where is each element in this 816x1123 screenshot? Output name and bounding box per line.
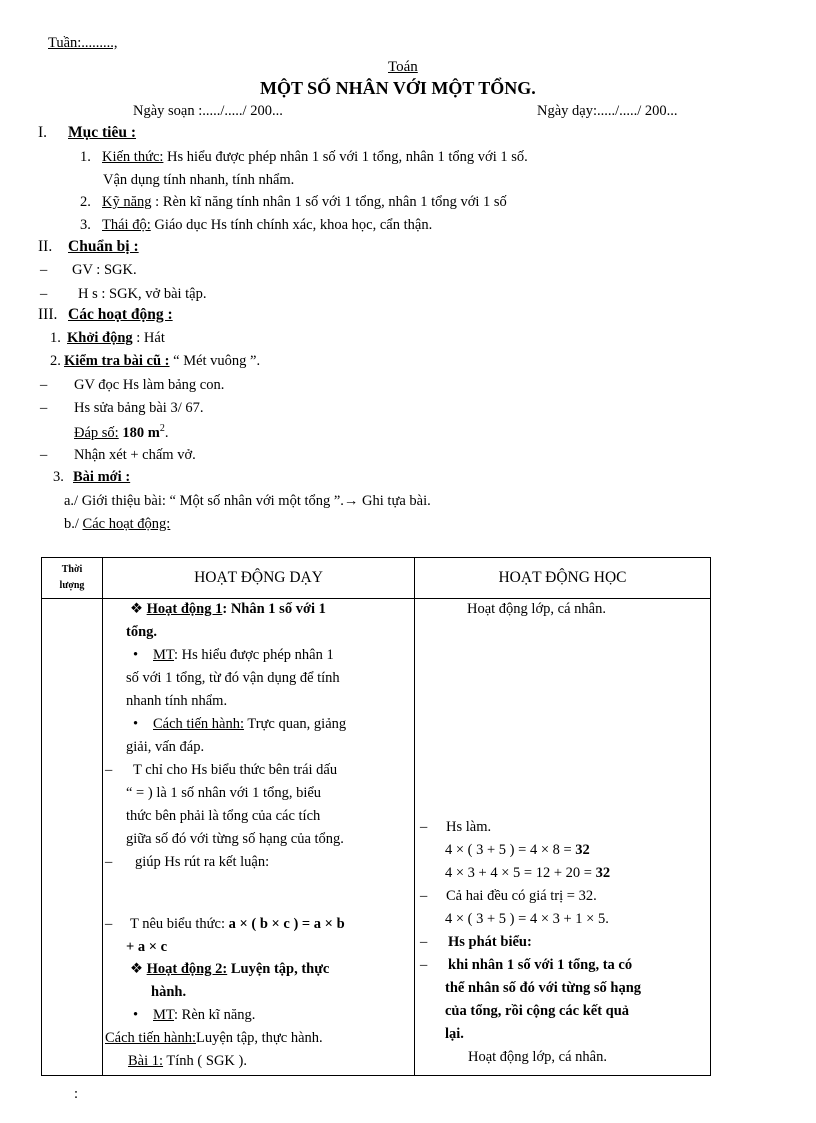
teach-date: Ngày dạy:...../...../ 200... [537, 103, 678, 119]
col-time-line1: Thời [61, 564, 83, 575]
objective-item-3 [80, 217, 432, 234]
t1-cont3: giữa số đó với từng số hạng của tổng. [126, 831, 344, 847]
objective-text: Giáo dục Hs tính chính xác, khoa học, cẩn thận. [150, 217, 433, 233]
cth1-line [133, 716, 346, 733]
lesson-table [41, 557, 711, 1076]
t1-cont1: “ = ) là 1 số nhân với 1 tổng, biểu [126, 785, 322, 801]
objective-item-1 [80, 149, 528, 166]
time-cell [42, 599, 103, 1076]
learn-line-7: Hs phát biểu: [448, 934, 532, 950]
activities-num: III. [38, 306, 58, 323]
learn-line-3 [445, 842, 590, 859]
dash: – [40, 447, 48, 463]
review-item-text: Hs sửa bảng bài 3/ 67. [74, 400, 204, 416]
dash: – [40, 262, 48, 278]
objective-num: 1. [80, 149, 91, 165]
objective-label: Kỹ năng [102, 194, 152, 210]
objective-item-2 [80, 194, 507, 211]
learn-line-8: khi nhân 1 số với 1 tổng, ta có [448, 957, 633, 973]
learn-result: 32 [595, 865, 611, 881]
cth2-line [105, 1030, 323, 1047]
objective-label: Thái độ: [102, 217, 151, 233]
activities-label-line [64, 516, 170, 533]
preparation-heading [38, 238, 139, 256]
hd1-cont: tổng. [126, 624, 158, 640]
learn-line-8-cont1: thể nhân số đó với từng số hạng [445, 980, 642, 996]
objectives-heading [38, 124, 136, 142]
warmup-label: Khởi động [67, 330, 133, 346]
col-teach-header: HOẠT ĐỘNG DẠY [103, 558, 415, 599]
preparation-text: H s : SGK, vở bài tập. [78, 286, 207, 302]
mt2-label: MT [153, 1007, 175, 1023]
review-line [50, 353, 260, 370]
learn-line-5: Cả hai đều có giá trị = 32. [446, 888, 597, 904]
objective-num: 3. [80, 217, 91, 233]
col-time-line2: lượng [59, 580, 85, 591]
t3-line [130, 916, 345, 933]
bai1-line [128, 1053, 247, 1070]
objective-num: 2. [80, 194, 91, 210]
bullet-icon: • [133, 716, 139, 732]
subject-label: Toán [388, 59, 418, 75]
intro-prefix: a./ Giới thiệu bài: [64, 493, 166, 509]
review-last [40, 447, 196, 464]
mt1-cont1: số với 1 tổng, từ đó vận dụng để tính [126, 670, 340, 686]
bullet-icon: • [133, 647, 139, 663]
preparation-num: II. [38, 238, 53, 255]
learn-line-1: Hoạt động lớp, cá nhân. [467, 601, 606, 617]
hd2-label: Hoạt động 2: [146, 961, 228, 977]
preparation-text: GV : SGK. [72, 262, 137, 278]
hd2-cont: hành. [151, 984, 187, 1000]
learn-cell [415, 599, 711, 1076]
mt1-line [133, 647, 334, 664]
dash: – [40, 400, 48, 416]
cth2-text: Luyện tập, thực hành. [196, 1030, 323, 1046]
objectives-num: I. [38, 124, 48, 141]
learn-line-8-cont3: lại. [445, 1026, 464, 1042]
objective-label: Kiến thức: [102, 149, 164, 165]
warmup-line [50, 330, 165, 347]
learn-expr: 4 × 3 + 4 × 5 = 12 + 20 = [445, 865, 596, 881]
review-num: 2. [50, 353, 61, 369]
preparation-title: Chuẩn bị : [68, 238, 139, 255]
t2-line: giúp Hs rút ra kết luận: [135, 854, 270, 870]
activities-prefix: b./ [64, 516, 83, 532]
review-last-text: Nhận xét + chấm vở. [74, 447, 196, 463]
page-title: MỘT SỐ NHÂN VỚI MỘT TỔNG. [260, 78, 536, 98]
t3-formula: a × ( b × c ) = a × b [228, 916, 345, 932]
answer-value: 180 m [122, 424, 160, 441]
bullet-icon: • [133, 1007, 139, 1023]
activities-heading [38, 306, 173, 324]
diamond-icon: ❖ [130, 601, 143, 617]
activities-title: Các hoạt động : [68, 306, 173, 323]
new-lesson-num: 3. [53, 469, 64, 485]
t1-dash: – [105, 762, 113, 778]
hd2-text: Luyện tập, thực [227, 961, 330, 977]
learn-dash-2: – [420, 819, 428, 835]
review-text: “ Mét vuông ”. [169, 353, 261, 369]
objective-item-1-cont: Vận dụng tính nhanh, tính nhẩm. [103, 172, 295, 188]
bai1-label: Bài 1: [128, 1053, 164, 1069]
t1-line: T chỉ cho Hs biểu thức bên trái dấu [133, 762, 338, 778]
new-lesson-label: Bài mới : [73, 469, 131, 485]
learn-line-6: 4 × ( 3 + 5 ) = 4 × 3 + 1 × 5. [445, 911, 609, 927]
prep-date: Ngày soạn :...../...../ 200... [133, 103, 283, 119]
answer-sup: 2 [159, 423, 165, 434]
hd2-line [130, 961, 329, 978]
table-body-row [42, 599, 711, 1076]
objectives-title: Mục tiêu : [68, 124, 137, 141]
t3-dash: – [105, 916, 113, 932]
diamond-icon: ❖ [130, 961, 143, 977]
dash: – [40, 286, 48, 302]
footer-mark: : [74, 1086, 79, 1102]
learn-line-9: Hoạt động lớp, cá nhân. [468, 1049, 607, 1065]
mt1-text: : Hs hiểu được phép nhân 1 [174, 647, 334, 663]
week-label: Tuần:........., [48, 35, 118, 51]
warmup-num: 1. [50, 330, 61, 346]
preparation-item [40, 262, 137, 279]
t2-dash: – [105, 854, 113, 870]
review-item-text: GV đọc Hs làm bảng con. [74, 377, 225, 393]
answer-end: . [164, 424, 169, 441]
learn-line-2: Hs làm. [446, 819, 492, 835]
bai1-text: Tính ( SGK ). [163, 1053, 247, 1069]
t1-cont2: thức bên phải là tổng của các tích [126, 808, 321, 824]
intro-text: “ Một số nhân với một tổng ”.→ Ghi tựa bài. [165, 493, 431, 509]
mt2-line [133, 1007, 255, 1024]
t3-cont: + a × c [126, 939, 168, 955]
review-item [40, 377, 224, 394]
hd1-text: : Nhân 1 số với 1 [222, 601, 326, 617]
learn-expr: 4 × ( 3 + 5 ) = 4 × 8 = [445, 842, 576, 858]
hd1-line [130, 601, 408, 618]
cth1-label: Cách tiến hành: [153, 716, 245, 732]
warmup-text: : Hát [132, 330, 165, 346]
hd1-label: Hoạt động 1 [146, 601, 223, 617]
objective-text: : Rèn kĩ năng tính nhân 1 số với 1 tổng, nhân 1 tổng với 1 số [151, 194, 507, 210]
review-label: Kiểm tra bài cũ : [64, 353, 170, 369]
learn-dash-7: – [420, 934, 428, 950]
cth2-label: Cách tiến hành: [105, 1030, 197, 1046]
review-item [40, 400, 203, 417]
learn-result: 32 [575, 842, 590, 858]
intro-line [64, 493, 431, 510]
answer-label: Đáp số: [74, 424, 119, 441]
mt1-label: MT [153, 647, 175, 663]
t3-prefix: T nêu biểu thức: [130, 916, 225, 932]
col-learn-header: HOẠT ĐỘNG HỌC [415, 558, 711, 599]
col-time-header [42, 558, 103, 599]
learn-dash-5: – [420, 888, 428, 904]
mt2-text: : Rèn kĩ năng. [174, 1007, 256, 1023]
objective-text: Hs hiểu được phép nhân 1 số với 1 tổng, nhân 1 tổng với 1 số. [163, 149, 528, 165]
mt1-cont2: nhanh tính nhẩm. [126, 693, 228, 709]
learn-line-4 [445, 865, 610, 882]
table-header-row [42, 558, 711, 599]
learn-line-8-cont2: của tổng, rồi cộng các kết quả [445, 1003, 630, 1019]
preparation-item [40, 286, 207, 303]
activities-label: Các hoạt động: [82, 516, 171, 532]
new-lesson-line [53, 469, 130, 486]
learn-dash-8: – [420, 957, 428, 973]
cth1-text: Trực quan, giảng [244, 716, 347, 732]
teach-cell [103, 599, 415, 1076]
dash: – [40, 377, 48, 393]
cth1-cont: giải, vấn đáp. [126, 739, 205, 755]
answer-line [74, 423, 168, 442]
